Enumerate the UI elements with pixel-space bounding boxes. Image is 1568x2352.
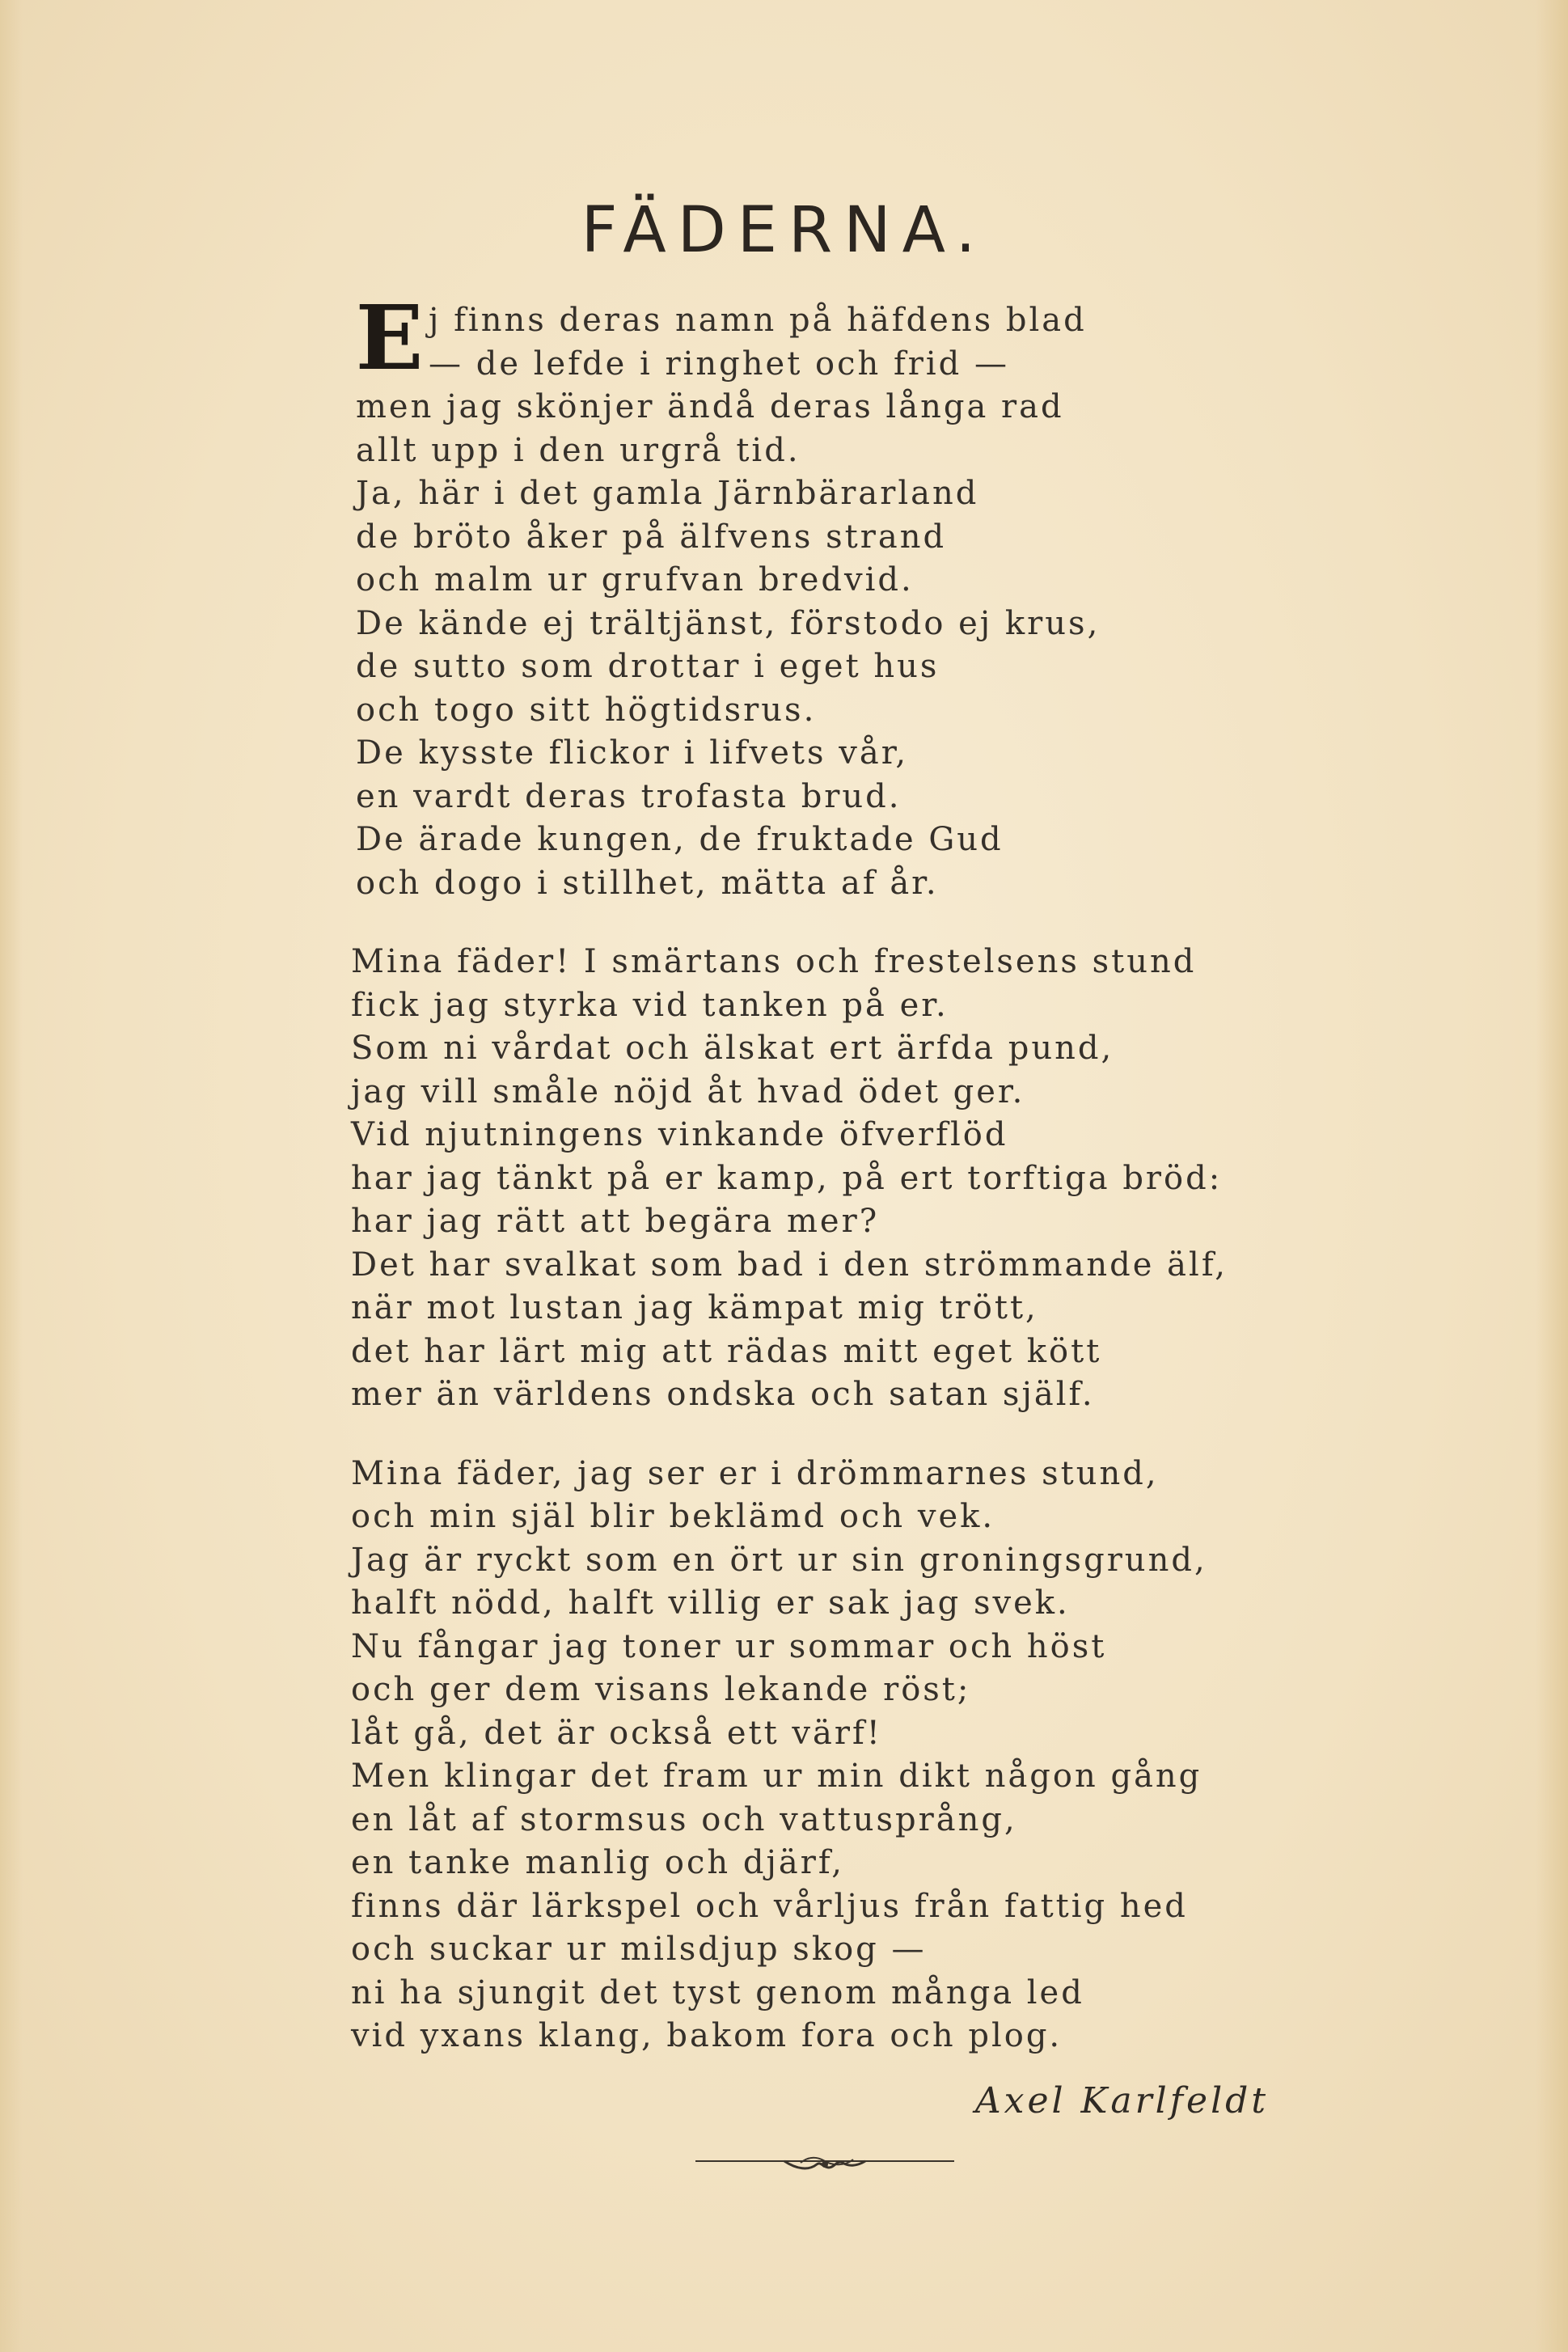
poem-line: jag vill småle nöjd åt hvad ödet ger. [351,1072,1025,1110]
poem-line: fick jag styrka vid tanken på er. [351,986,949,1024]
poem-line: men jag skönjer ändå deras långa rad [356,388,1064,425]
poem-line: de bröto åker på älfvens strand [356,518,947,556]
stanza-2 [351,941,1407,1417]
poem-line: Men klingar det fram ur min dikt någon gång [351,1758,1202,1795]
drop-cap: E [355,286,426,390]
poem-line: j finns deras namn på häfdens blad [429,302,1087,339]
poem-line: finns där lärkspel och vårljus från fattig hed [351,1887,1188,1925]
poem-line: Ja, här i det gamla Järnbärarland [356,475,979,512]
poem-line: och ger dem visans lekande röst; [351,1671,971,1708]
poem-line: och togo sitt högtidsrus. [356,691,817,729]
poem-line: och dogo i stillhet, mätta af år. [356,864,939,902]
poem-line: en låt af stormsus och vattusprång, [351,1800,1017,1838]
poem-line: De kysste flickor i lifvets vår, [356,734,909,772]
poem-line: har jag rätt att begära mer? [351,1203,880,1240]
poem-line: en tanke manlig och djärf, [351,1844,844,1881]
poem-line: Det har svalkat som bad i den strömmande älf, [351,1246,1228,1284]
stanza-3 [351,1453,1407,2058]
poem-line: Nu fångar jag toner ur sommar och höst [351,1627,1107,1665]
poem-line: och suckar ur milsdjup skog — [351,1931,927,1968]
poem-line: en vardt deras trofasta brud. [356,777,902,815]
poem-line: Vid njutningens vinkande öfverflöd [351,1116,1008,1153]
poem-line: Som ni vårdat och älskat ert ärfda pund, [351,1030,1114,1067]
poem-line: vid yxans klang, bakom fora och plog. [351,2017,1063,2054]
poem-line: Mina fäder! I smärtans och frestelsens stund [351,943,1197,980]
poem-line: halft nödd, halft villig er sak jag svek. [351,1584,1070,1622]
poem-line: låt gå, det är också ett värf! [351,1714,882,1752]
poem-body [351,286,1407,2058]
poem-line: allt upp i den urgrå tid. [356,431,801,469]
poem-line: De ärade kungen, de fruktade Gud [356,821,1004,858]
author-signature: Axel Karlfeldt [974,2080,1269,2121]
scroll-flourish-icon [695,2145,954,2177]
poem-line: det har lärt mig att rädas mitt eget kött [351,1332,1102,1370]
stanza-1 [355,286,1407,905]
poem-line: när mot lustan jag kämpat mig trött, [351,1289,1038,1326]
poem-line: De kände ej trältjänst, förstodo ej krus, [356,604,1101,642]
poem-title: FÄDERNA. [581,194,987,267]
poem-line: Jag är ryckt som en ört ur sin groningsgrund, [351,1541,1207,1579]
poem-line: mer än världens ondska och satan själf. [351,1376,1095,1413]
poem-line: Mina fäder, jag ser er i drömmarnes stund, [351,1454,1159,1492]
poem-line: — de lefde i ringhet och frid — [429,345,1009,383]
poem-line: och malm ur grufvan bredvid. [356,561,914,599]
poem-line: de sutto som drottar i eget hus [356,648,940,685]
poem-line: har jag tänkt på er kamp, på ert torftiga bröd: [351,1159,1223,1197]
poem-line: och min själ blir beklämd och vek. [351,1498,995,1535]
poem-line: ni ha sjungit det tyst genom många led [351,1973,1084,2011]
